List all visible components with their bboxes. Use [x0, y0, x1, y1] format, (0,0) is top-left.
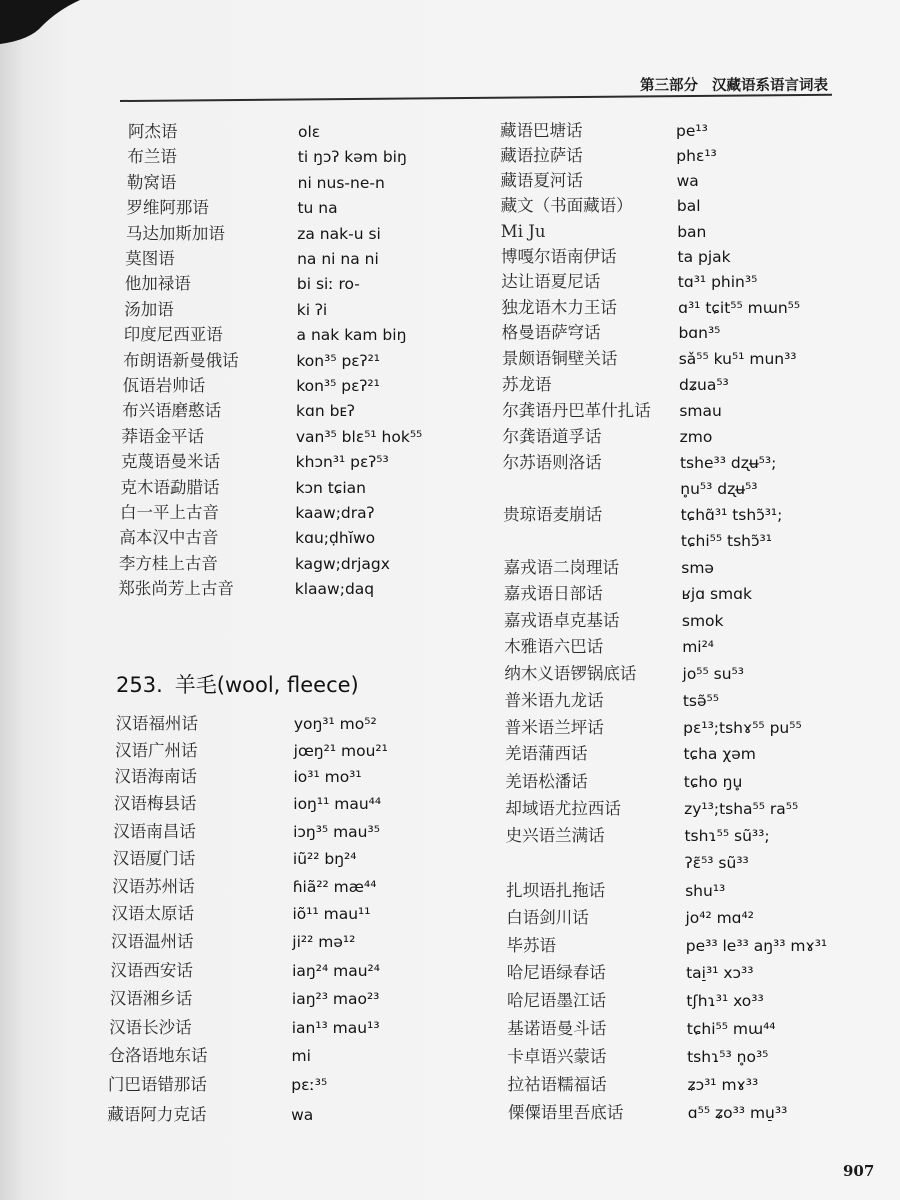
word-form: wa — [291, 1105, 314, 1124]
word-form: jœŋ²¹ mou²¹ — [293, 741, 388, 760]
word-form: shu¹³ — [685, 881, 726, 900]
entry-row — [501, 296, 886, 320]
entry-row — [501, 220, 886, 244]
entry-row — [504, 662, 886, 686]
language-name: 克蔑语曼米话 — [121, 452, 221, 472]
entry-row — [123, 374, 476, 398]
word-form: jo⁵⁵ su⁵³ — [682, 664, 744, 683]
language-name: 郑张尚芳上古音 — [118, 579, 234, 599]
word-form: klaaw;daq — [294, 580, 375, 599]
entry-row — [128, 120, 476, 144]
word-form: io³¹ mo³¹ — [293, 768, 362, 787]
entry-row — [504, 582, 886, 606]
entry-row — [126, 196, 476, 220]
language-name: 仓洛语地东话 — [108, 1046, 208, 1066]
entry-row — [122, 399, 476, 423]
entry-row — [505, 770, 886, 794]
word-form: na ni na ni — [297, 250, 379, 268]
entry-row — [124, 298, 476, 322]
word-form: mi — [291, 1047, 311, 1066]
word-form: kɑn bᴇʔ — [296, 402, 355, 421]
word-form: kɔn tɕian — [295, 478, 366, 497]
entry-row — [122, 425, 476, 449]
language-name: 格曼语萨穹话 — [501, 323, 601, 343]
language-name: 藏语拉萨话 — [500, 146, 583, 165]
entry-row — [125, 272, 476, 296]
entry-row — [506, 824, 886, 848]
word-form: iaŋ²³ mao²³ — [291, 990, 380, 1008]
word-form: kagw;drjagx — [294, 554, 390, 573]
language-name: 布兰语 — [127, 147, 177, 167]
language-name: 藏文（书面藏语） — [500, 196, 633, 216]
entry-row — [503, 503, 886, 527]
language-name: 汉语太原话 — [111, 904, 195, 924]
entry-row — [505, 797, 886, 821]
language-name: 基诺语曼斗话 — [507, 1018, 607, 1038]
language-name: 勒窝语 — [126, 172, 177, 192]
entry-row — [508, 1101, 886, 1125]
word-form: ioŋ¹¹ mau⁴⁴ — [293, 795, 382, 814]
word-form: bɑn³⁵ — [678, 324, 721, 343]
entry-row — [505, 742, 886, 766]
language-name: 罗维阿那语 — [126, 198, 209, 218]
language-name: 卡卓语兴蒙话 — [507, 1046, 607, 1066]
entry-row — [114, 765, 476, 789]
language-name: 汤加语 — [124, 299, 174, 319]
header-title: 汉藏语系语言词表 — [712, 77, 828, 94]
word-form: pe³³ le³³ aŋ³³ mɤ³¹ — [685, 936, 828, 955]
entry-row — [127, 171, 476, 195]
language-name: 布兴语磨憨话 — [122, 401, 222, 421]
language-name: 莫图语 — [125, 249, 175, 268]
entry-row — [119, 552, 476, 576]
entry-row — [109, 1016, 476, 1040]
language-name: 藏语阿力克话 — [107, 1104, 207, 1124]
language-name: 史兴语兰满话 — [505, 825, 605, 845]
entry-row — [126, 222, 476, 246]
entry-row — [500, 119, 886, 143]
language-name: 毕苏语 — [506, 935, 557, 955]
language-name: 汉语长沙话 — [109, 1017, 192, 1037]
word-form: tshe³³ dʐʉ⁵³; — [679, 453, 777, 472]
language-name: 嘉戎语二岗理话 — [503, 557, 619, 577]
entry-row — [114, 792, 476, 816]
word-form: wa — [676, 172, 699, 191]
language-name: 马达加斯加语 — [125, 223, 225, 243]
right-column — [480, 0, 890, 1200]
language-name: 藏语巴塘话 — [500, 121, 583, 140]
entry-row — [502, 321, 886, 345]
language-name: 苏龙语 — [502, 374, 552, 394]
word-form: ɑ³¹ tɕit⁵⁵ mɯn⁵⁵ — [678, 298, 801, 317]
language-name: 汉语南昌话 — [113, 821, 196, 841]
language-name: 白一平上古音 — [119, 503, 219, 522]
entry-row — [506, 879, 886, 903]
word-form: smok — [681, 611, 724, 630]
page-corner-shadow — [0, 0, 90, 48]
language-name: 拉祜语糯福话 — [507, 1074, 607, 1094]
section-number: 253. — [116, 673, 163, 697]
language-name: 汉语广州话 — [114, 740, 198, 760]
entry-row — [127, 145, 476, 169]
word-form: iõ¹¹ mau¹¹ — [292, 905, 371, 924]
language-name: 尔龚语道孚话 — [502, 426, 602, 446]
word-form: tshɿ⁵³ n̥o³⁵ — [687, 1047, 769, 1066]
language-name: 哈尼语绿春话 — [506, 963, 606, 983]
part-label: 第三部分 — [640, 77, 698, 94]
left-column — [100, 0, 480, 1200]
word-form: phɛ¹³ — [676, 147, 717, 165]
page-number: 907 — [843, 1162, 875, 1180]
word-form: smau — [679, 401, 722, 420]
entry-row — [500, 144, 886, 168]
word-form: bal — [676, 197, 701, 216]
entry-row — [113, 820, 476, 844]
entry-row — [501, 245, 886, 269]
word-form: pe¹³ — [676, 122, 708, 140]
language-name: 羌语松潘话 — [505, 771, 588, 791]
language-name: 普米语九龙话 — [504, 690, 604, 710]
word-form: tɑ³¹ phin³⁵ — [677, 273, 758, 292]
word-form: ji²² mə¹² — [292, 933, 356, 952]
entry-row — [501, 194, 886, 218]
word-form: jo⁴² mɑ⁴² — [685, 908, 754, 927]
entry-row — [112, 902, 476, 926]
language-name: Mi Ju — [500, 221, 546, 241]
word-form: smə — [681, 558, 714, 577]
word-form: kɑu;ḍhĭwo — [295, 529, 376, 548]
word-form: pɛː³⁵ — [291, 1076, 328, 1095]
entry-row — [508, 1073, 886, 1097]
word-form: tsə̃⁵⁵ — [682, 691, 719, 710]
word-form: a nak kam biŋ — [296, 326, 407, 345]
word-form: ʑɔ³¹ mɤ³³ — [687, 1075, 759, 1094]
entry-row — [502, 347, 886, 371]
entry-row — [501, 270, 886, 294]
entry-row — [119, 526, 476, 550]
entry-row — [108, 1073, 476, 1097]
language-name: 藏语夏河话 — [500, 171, 583, 191]
language-name: 嘉戎语卓克基话 — [503, 610, 620, 630]
language-name: 傈僳语里吾底话 — [507, 1102, 624, 1122]
language-name: 莽语金平话 — [121, 426, 205, 446]
entry-row — [109, 1044, 476, 1068]
word-form: ɑ⁵⁵ ʑo³³ mu̠³³ — [687, 1103, 788, 1122]
section-heading — [116, 669, 359, 699]
entry-row — [121, 450, 476, 474]
word-form: yoŋ³¹ mo⁵² — [293, 715, 377, 733]
section-title: 羊毛(wool, fleece) — [174, 673, 359, 697]
entry-row — [107, 1103, 476, 1127]
entry-row — [110, 987, 476, 1011]
entry-row — [502, 399, 886, 423]
language-name: 汉语厦门话 — [112, 849, 196, 868]
language-name: 达让语夏尼话 — [501, 272, 601, 292]
language-name: 哈尼语墨江话 — [506, 990, 606, 1010]
language-name: 白语剑川话 — [506, 907, 589, 927]
language-name: 木雅语六巴话 — [504, 637, 604, 657]
entry-continuation-row — [503, 477, 886, 501]
language-name: 汉语梅县话 — [113, 794, 197, 814]
word-form: tɕho ŋu̥ — [683, 772, 743, 791]
language-name: 布朗语新曼俄话 — [123, 350, 239, 370]
language-name: 高本汉中古音 — [119, 528, 219, 548]
language-name: 门巴语错那话 — [107, 1075, 207, 1095]
word-form: iaŋ²⁴ mau²⁴ — [292, 961, 380, 980]
language-name: 汉语西安话 — [110, 960, 193, 980]
language-name: 景颇语铜壁关话 — [501, 349, 618, 369]
entry-row — [506, 906, 886, 930]
word-form: n̥u⁵³ dʐʉ⁵³ — [680, 479, 758, 498]
language-name: 佤语岩帅话 — [122, 376, 206, 395]
language-name: 尔龚语丹巴革什扎话 — [502, 400, 651, 420]
language-name: 贵琼语麦崩话 — [503, 504, 603, 524]
language-name: 克木语勐腊话 — [120, 477, 220, 497]
word-form: ki ʔi — [296, 300, 328, 319]
language-name: 汉语湘乡话 — [109, 989, 193, 1008]
language-name: 纳木义语锣锅底话 — [504, 663, 637, 683]
entry-continuation-row — [503, 529, 886, 553]
language-name: 印度尼西亚语 — [123, 325, 223, 345]
word-form: ti ŋɔʔ kəm biŋ — [297, 148, 407, 167]
entry-row — [120, 476, 476, 500]
word-form: ni nus-ne-n — [297, 173, 385, 192]
word-form: tɕhi⁵⁵ tshɔ̃³¹ — [680, 532, 772, 551]
entry-row — [504, 609, 886, 633]
entry-row — [111, 930, 476, 954]
language-name: 嘉戎语日部话 — [503, 584, 603, 603]
entry-row — [505, 689, 886, 713]
word-form: tɕhi⁵⁵ mɯ⁴⁴ — [686, 1019, 776, 1038]
language-name: 汉语福州话 — [115, 714, 199, 733]
word-form: kon³⁵ pɛʔ²¹ — [296, 377, 380, 395]
word-form: kon³⁵ pɛʔ²¹ — [296, 351, 381, 370]
word-form: iũ²² bŋ²⁴ — [292, 850, 357, 868]
entry-row — [504, 556, 886, 580]
language-name: 却域语尤拉西话 — [505, 798, 621, 818]
word-form: khɔn³¹ pɛʔ⁵³ — [295, 453, 389, 472]
entry-row — [116, 712, 476, 736]
word-form: mi²⁴ — [682, 638, 715, 657]
entry-row — [507, 934, 886, 958]
entry-row — [507, 1045, 886, 1069]
entry-row — [500, 169, 886, 193]
language-name: 李方桂上古音 — [118, 553, 218, 573]
word-form: kaaw;draʔ — [295, 504, 375, 522]
language-name: 扎坝语扎拖话 — [506, 880, 606, 900]
word-form: ʔɛ̃⁵³ sũ³³ — [684, 854, 749, 873]
word-form: sǎ⁵⁵ ku⁵¹ mun³³ — [678, 350, 797, 369]
word-form: za nak-u si — [297, 224, 381, 243]
language-name: 尔苏语则洛话 — [502, 452, 602, 472]
word-form: van³⁵ blɛ⁵¹ hok⁵⁵ — [295, 427, 423, 446]
word-form: tʃhɿ³¹ xo³³ — [686, 991, 764, 1010]
entry-row — [118, 577, 476, 601]
word-form: bi siː ro- — [296, 275, 360, 294]
entry-row — [505, 716, 886, 740]
word-form: olɛ — [297, 123, 321, 141]
entry-row — [507, 1017, 886, 1041]
word-form: dʑua⁵³ — [679, 375, 729, 394]
language-name: 羌语蒲西话 — [504, 744, 588, 764]
word-form: pɛ¹³;tshɤ⁵⁵ pu⁵⁵ — [683, 718, 802, 737]
word-form: tɕhɑ̃³¹ tshɔ̃³¹; — [680, 505, 783, 524]
entry-row — [502, 373, 886, 397]
word-form: ʁjɑ smɑk — [681, 585, 752, 603]
entry-row — [125, 247, 476, 271]
language-name: 汉语温州话 — [110, 932, 194, 952]
entry-row — [124, 323, 476, 347]
word-form: zy¹³;tsha⁵⁵ ra⁵⁵ — [684, 799, 799, 818]
entry-row — [123, 349, 476, 373]
language-name: 他加禄语 — [124, 274, 191, 294]
word-form: tu na — [297, 199, 338, 218]
language-name: 博嘎尔语南伊话 — [501, 246, 617, 266]
entry-row — [507, 961, 886, 985]
language-name: 汉语苏州话 — [112, 876, 195, 896]
entry-row — [120, 501, 476, 525]
entry-continuation-row — [506, 851, 886, 875]
entry-row — [110, 959, 476, 983]
entry-row — [507, 989, 886, 1013]
entry-row — [113, 847, 476, 871]
word-form: zmo — [679, 427, 713, 446]
word-form: iɔŋ³⁵ mau³⁵ — [293, 822, 380, 841]
word-form: ban — [677, 222, 707, 241]
language-name: 阿杰语 — [127, 122, 178, 141]
language-name: 独龙语木力王话 — [501, 297, 617, 317]
entry-row — [112, 875, 476, 899]
word-form: tɕha χəm — [683, 745, 756, 764]
word-form: ian¹³ mau¹³ — [291, 1018, 380, 1037]
entry-row — [502, 425, 886, 449]
language-name: 普米语兰坪话 — [504, 717, 604, 737]
entry-row — [115, 739, 476, 763]
entry-row — [504, 635, 886, 659]
word-form: ta pjak — [677, 247, 731, 266]
entry-row — [503, 451, 886, 475]
word-form: tshɿ⁵⁵ sũ³³; — [684, 826, 770, 845]
word-form: tai̠³¹ xɔ³³ — [686, 964, 754, 983]
language-name: 汉语海南话 — [114, 767, 197, 787]
word-form: ɦiã²² mæ⁴⁴ — [292, 877, 377, 896]
